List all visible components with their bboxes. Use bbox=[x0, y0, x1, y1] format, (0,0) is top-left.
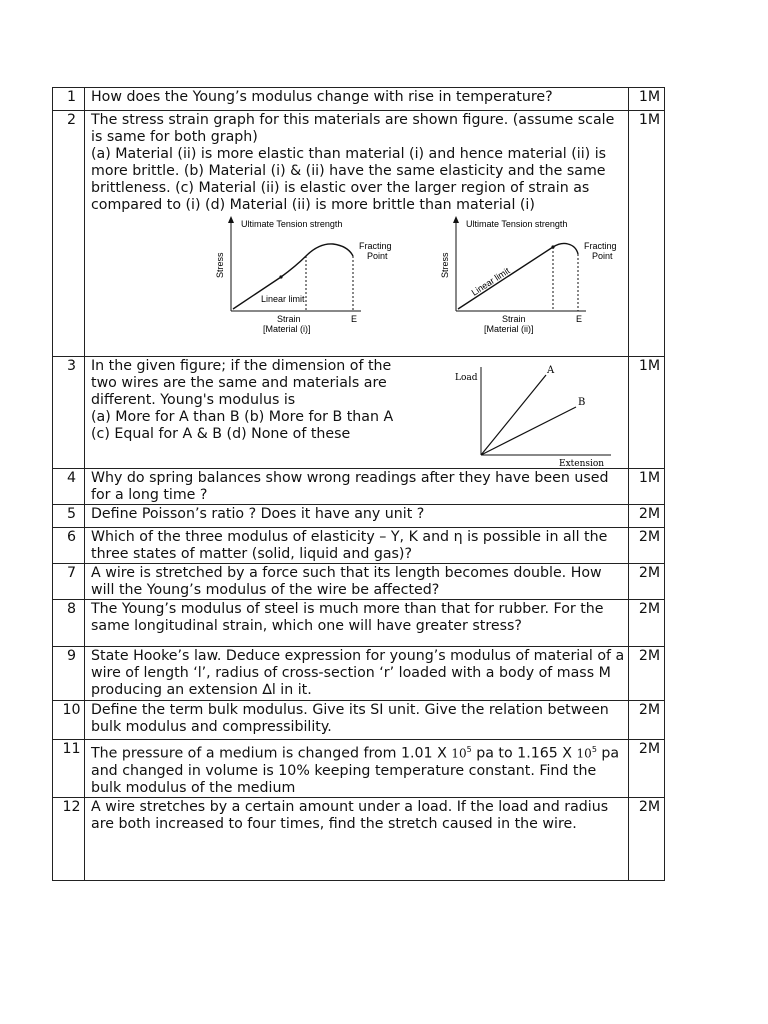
question-text-line: different. Young's modulus is bbox=[91, 392, 296, 408]
fracture-label: Fracting bbox=[584, 241, 617, 251]
question-text: How does the Young’s modulus change with rise in temperature? bbox=[85, 88, 629, 111]
question-row bbox=[53, 357, 665, 469]
fracture-label-2: Point bbox=[367, 251, 388, 261]
question-text: Define the term bulk modulus. Give its SI unit. Give the relation between bulk modulus and compressibility. bbox=[85, 701, 629, 740]
question-marks: 1M bbox=[629, 88, 665, 111]
question-text: Define Poisson’s ratio ? Does it have any unit ? bbox=[85, 505, 629, 528]
e-label: E bbox=[351, 314, 358, 324]
graph-caption: [Material (i)] bbox=[263, 324, 311, 334]
question-cell bbox=[85, 357, 629, 469]
graph-ylabel: Stress bbox=[215, 252, 225, 278]
line-b-label: B bbox=[578, 397, 586, 408]
question-row bbox=[53, 505, 665, 528]
question-text: The stress strain graph for this materials are shown figure. (assume scale is same for both graph) bbox=[91, 112, 615, 145]
question-text-part: pa to 1.165 X bbox=[471, 745, 577, 762]
question-text: A wire stretches by a certain amount under a load. If the load and radius are both increased to four times, find the stretch caused in the wire. bbox=[85, 797, 629, 880]
question-cell bbox=[85, 111, 629, 357]
question-text: Which of the three modulus of elasticity – Y, K and η is possible in all the three states of matter (solid, liquid and gas)? bbox=[85, 528, 629, 564]
question-number: 2 bbox=[53, 111, 85, 357]
line-a bbox=[481, 375, 546, 455]
question-row bbox=[53, 797, 665, 880]
question-row bbox=[53, 528, 665, 564]
question-marks: 2M bbox=[629, 740, 665, 798]
graph-xlabel: Strain bbox=[502, 314, 526, 324]
question-marks: 2M bbox=[629, 528, 665, 564]
e-label: E bbox=[576, 314, 583, 324]
graph-ylabel: Stress bbox=[440, 252, 450, 278]
figure-ylabel: Load bbox=[455, 373, 478, 383]
question-row bbox=[53, 600, 665, 647]
question-row bbox=[53, 701, 665, 740]
question-marks: 2M bbox=[629, 701, 665, 740]
question-text: A wire is stretched by a force such that its length becomes double. How will the Young’s modulus of the wire be affected? bbox=[85, 564, 629, 600]
question-number: 9 bbox=[53, 647, 85, 701]
question-number: 1 bbox=[53, 88, 85, 111]
question-options: (a) Material (ii) is more elastic than material (i) and hence material (ii) is more brittle. (b) Material (i) & (ii) have the same elasticity and the same brittleness. (c) Material (ii) is elastic over the larger region of strain as compared to (i) (d) Material (ii) is more brittle than material (i) bbox=[91, 146, 607, 213]
question-number: 7 bbox=[53, 564, 85, 600]
question-row bbox=[53, 564, 665, 600]
question-text-line: In the given figure; if the dimension of the bbox=[91, 358, 392, 374]
question-number: 5 bbox=[53, 505, 85, 528]
linear-limit-label: Linear limit bbox=[261, 294, 305, 304]
question-text: Why do spring balances show wrong readings after they have been used for a long time ? bbox=[85, 469, 629, 505]
fracture-label-2: Point bbox=[592, 251, 613, 261]
question-number: 3 bbox=[53, 357, 85, 469]
question-row bbox=[53, 111, 665, 357]
question-number: 10 bbox=[53, 701, 85, 740]
question-number: 4 bbox=[53, 469, 85, 505]
question-number: 12 bbox=[53, 797, 85, 880]
power-exponent: 5 bbox=[466, 745, 472, 754]
question-text-part: pa and changed in volume is 10% keeping temperature constant. Find the bulk modulus of the medium bbox=[91, 745, 620, 796]
question-marks: 1M bbox=[629, 111, 665, 357]
linear-limit-label: Linear limit bbox=[469, 265, 512, 298]
question-text: The Young’s modulus of steel is much more than that for rubber. For the same longitudinal strain, which one will have greater stress? bbox=[85, 600, 629, 647]
question-marks: 2M bbox=[629, 600, 665, 647]
graph-title: Ultimate Tension strength bbox=[241, 219, 343, 229]
question-number: 11 bbox=[53, 740, 85, 798]
stress-strain-graph-i bbox=[211, 216, 421, 338]
question-option-line: (a) More for A than B (b) More for B than A bbox=[91, 409, 394, 425]
graph-title: Ultimate Tension strength bbox=[466, 219, 568, 229]
question-marks: 2M bbox=[629, 505, 665, 528]
question-text: State Hooke’s law. Deduce expression for young’s modulus of material of a wire of length ‘l’, radius of cross-section ‘r’ loaded with a body of mass M producing an extension ∆l in it. bbox=[85, 647, 629, 701]
question-marks: 1M bbox=[629, 469, 665, 505]
question-row bbox=[53, 740, 665, 798]
power-exponent: 5 bbox=[591, 745, 597, 754]
linear-limit-point bbox=[279, 275, 282, 278]
question-cell bbox=[85, 740, 629, 798]
line-a-label: A bbox=[547, 365, 555, 376]
stress-strain-figures bbox=[91, 214, 628, 337]
power-base: 10 bbox=[451, 746, 467, 761]
stress-strain-graph-ii bbox=[436, 216, 629, 338]
question-marks: 1M bbox=[629, 357, 665, 469]
question-number: 8 bbox=[53, 600, 85, 647]
question-table bbox=[52, 87, 665, 881]
load-extension-figure bbox=[451, 357, 616, 468]
question-number: 6 bbox=[53, 528, 85, 564]
question-text-part: The pressure of a medium is changed from 1.01 X bbox=[91, 745, 452, 762]
graph-xlabel: Strain bbox=[277, 314, 301, 324]
question-option-line: (c) Equal for A & B (d) None of these bbox=[91, 426, 351, 442]
line-b bbox=[481, 407, 576, 455]
question-marks: 2M bbox=[629, 797, 665, 880]
power-base: 10 bbox=[576, 746, 592, 761]
question-text-line: two wires are the same and materials are bbox=[91, 375, 387, 391]
question-row bbox=[53, 469, 665, 505]
question-marks: 2M bbox=[629, 564, 665, 600]
question-marks: 2M bbox=[629, 647, 665, 701]
figure-xlabel: Extension bbox=[559, 459, 605, 467]
question-row bbox=[53, 88, 665, 111]
question-row bbox=[53, 647, 665, 701]
graph-caption: [Material (ii)] bbox=[484, 324, 534, 334]
fracture-label: Fracting bbox=[359, 241, 392, 251]
